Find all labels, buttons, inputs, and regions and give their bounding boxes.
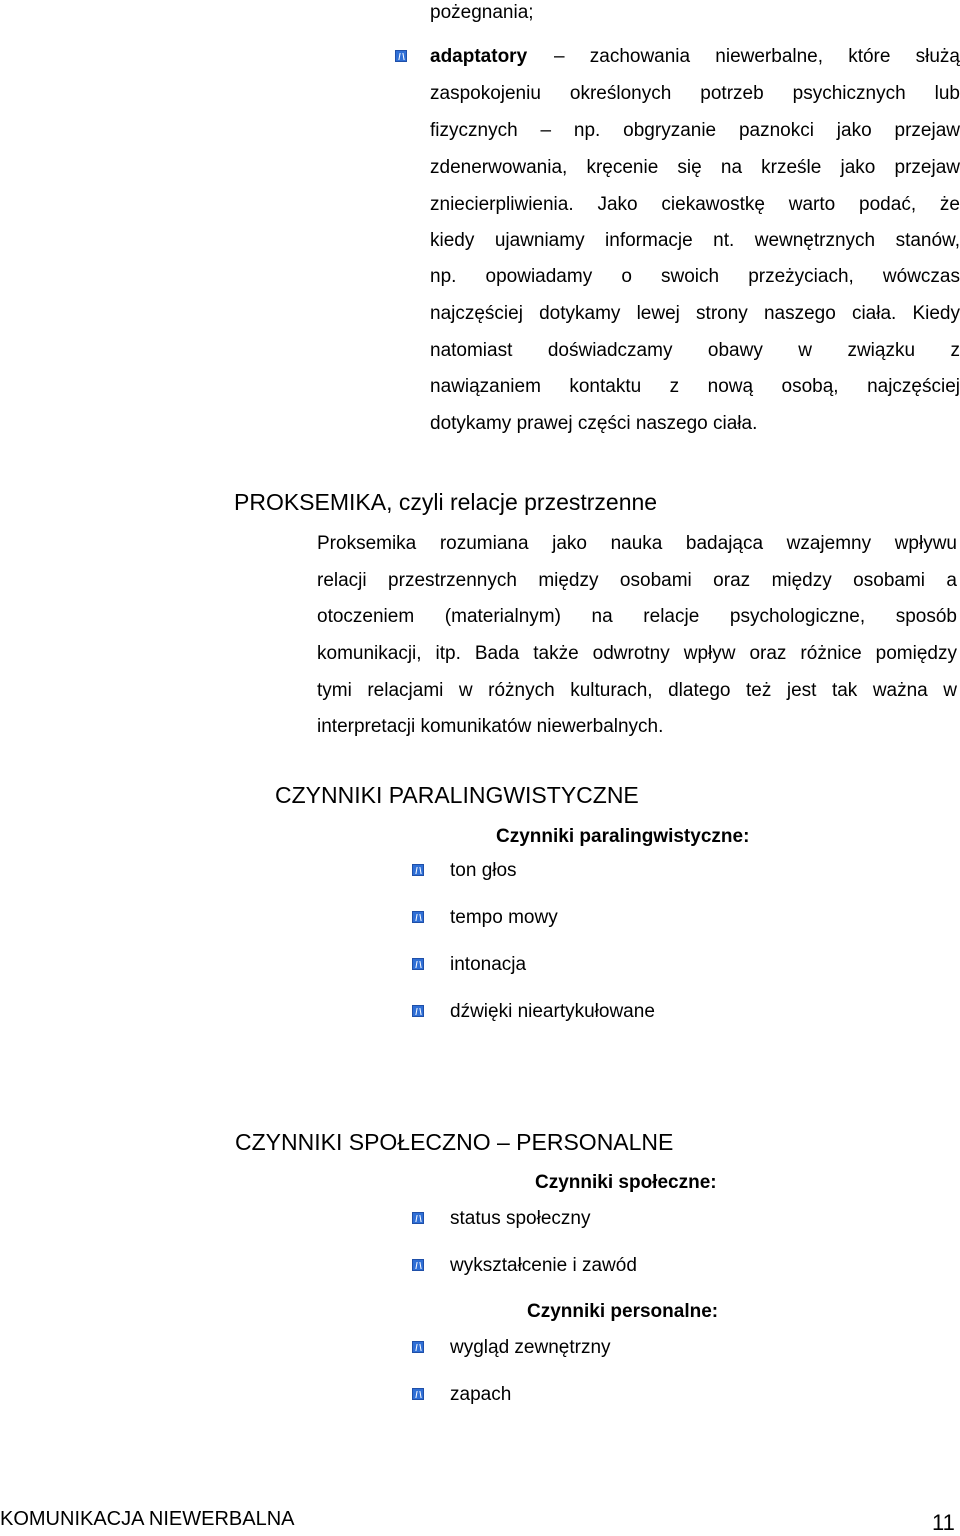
paragraph-line: Proksemika rozumiana jako nauka badająca wzajemny wpływu xyxy=(317,533,957,554)
proksemika-heading: PROKSEMIKA, czyli relacje przestrzenne xyxy=(234,489,658,515)
paragraph-line: dotykamy prawej części naszego ciała. xyxy=(430,413,758,434)
spoleczno-personalne-heading: CZYNNIKI SPOŁECZNO – PERSONALNE xyxy=(235,1129,674,1155)
bullet-icon xyxy=(395,50,407,62)
social-subheading: Czynniki społeczne: xyxy=(535,1172,717,1193)
paragraph-line: komunikacji, itp. Bada także odwrotny wpływ oraz różnice pomiędzy xyxy=(317,643,957,664)
paragraph-line: otoczeniem (materialnym) na relacje psychologiczne, sposób xyxy=(317,606,957,627)
bullet-icon xyxy=(412,1005,424,1017)
personal-subheading: Czynniki personalne: xyxy=(527,1301,719,1322)
paralingwistyczne-heading: CZYNNIKI PARALINGWISTYCZNE xyxy=(275,782,639,808)
adaptatory-term: adaptatory xyxy=(430,46,528,67)
paragraph-line: kiedy ujawniamy informacje nt. wewnętrznych stanów, xyxy=(430,230,960,251)
bullet-icon xyxy=(412,1259,424,1271)
paragraph-line: zdenerwowania, kręcenie się na krześle jako przejaw xyxy=(430,157,960,178)
paragraph-line: fizycznych – np. obgryzanie paznokci jako przejaw xyxy=(430,120,960,141)
list-item: zapach xyxy=(450,1384,512,1405)
list-item: status społeczny xyxy=(450,1208,591,1229)
list-item: intonacja xyxy=(450,954,527,975)
list-item: ton głos xyxy=(450,860,517,881)
list-item: dźwięki nieartykułowane xyxy=(450,1001,655,1022)
footer-title: KOMUNIKACJA NIEWERBALNA xyxy=(0,1508,295,1530)
paragraph-line: natomiast doświadczamy obawy w związku z xyxy=(430,340,960,361)
paragraph-line: nawiązaniem kontaktu z nową osobą, najczęściej xyxy=(430,376,960,397)
adaptatory-first-line xyxy=(430,46,960,68)
list-item: wykształcenie i zawód xyxy=(450,1255,637,1276)
paralingwistyczne-subheading: Czynniki paralingwistyczne: xyxy=(496,826,750,847)
list-item: wygląd zewnętrzny xyxy=(450,1337,611,1358)
paragraph-line: – zachowania niewerbalne, które służą xyxy=(554,46,960,67)
bullet-icon xyxy=(412,864,424,876)
continued-text: pożegnania; xyxy=(430,2,534,23)
bullet-icon xyxy=(412,1212,424,1224)
bullet-icon xyxy=(412,1388,424,1400)
paragraph-line: najczęściej dotykamy lewej strony naszego ciała. Kiedy xyxy=(430,303,960,324)
page-number: 11 xyxy=(932,1510,955,1535)
paragraph-line: tymi relacjami w różnych kulturach, dlatego też jest tak ważna w xyxy=(317,680,957,701)
paragraph-line: np. opowiadamy o swoich przeżyciach, wówczas xyxy=(430,266,960,287)
paragraph-line: interpretacji komunikatów niewerbalnych. xyxy=(317,716,664,737)
bullet-icon xyxy=(412,958,424,970)
paragraph-line: zaspokojeniu określonych potrzeb psychicznych lub xyxy=(430,83,960,104)
list-item: tempo mowy xyxy=(450,907,558,928)
paragraph-line: relacji przestrzennych między osobami oraz między osobami a xyxy=(317,570,957,591)
paragraph-line: zniecierpliwienia. Jako ciekawostkę warto podać, że xyxy=(430,194,960,215)
bullet-icon xyxy=(412,911,424,923)
bullet-icon xyxy=(412,1341,424,1353)
